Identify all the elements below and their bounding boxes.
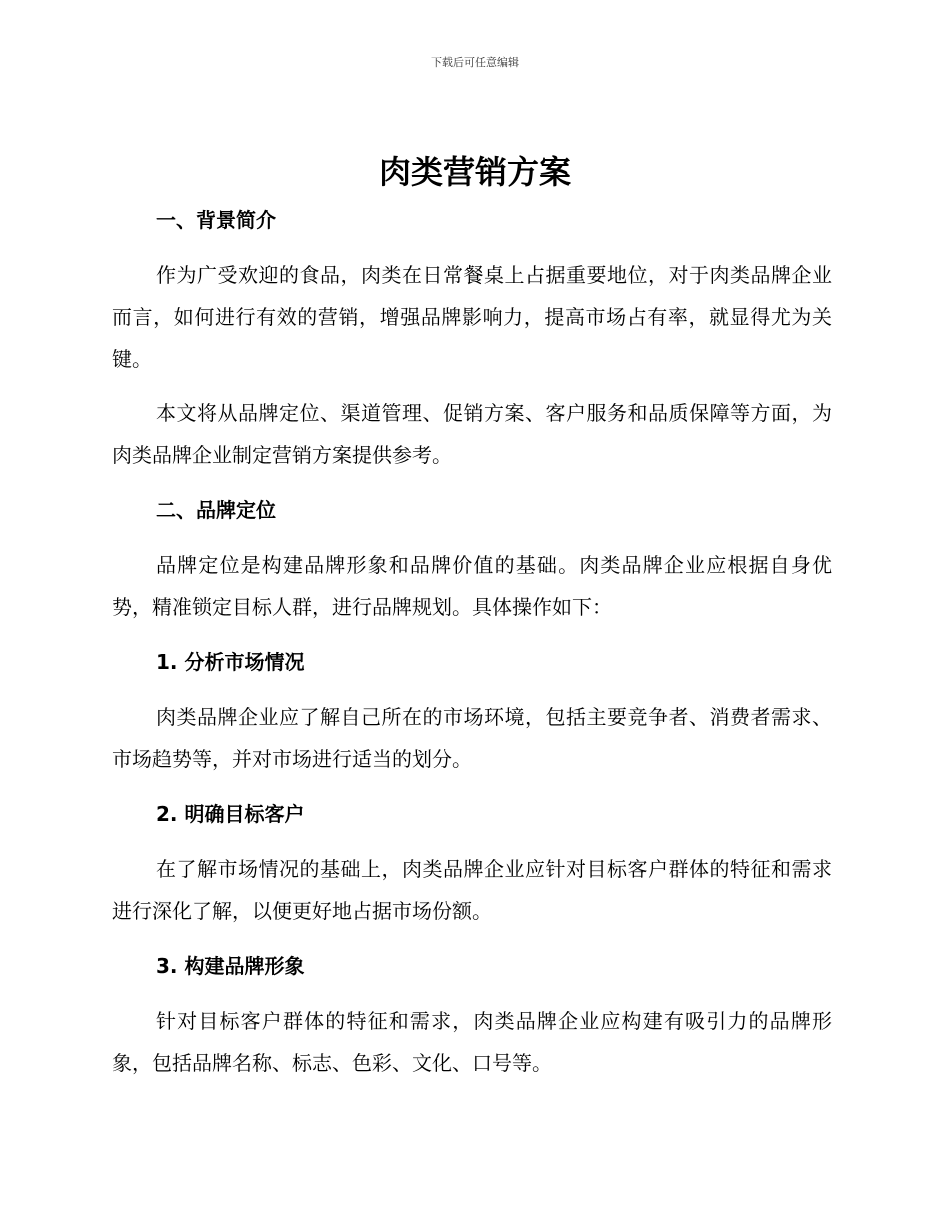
header-note: 下载后可任意编辑 (431, 56, 519, 69)
paragraph: 作为广受欢迎的食品，肉类在日常餐桌上占据重要地位，对于肉类品牌企业而言，如何进行有效的营销，增强品牌影响力，提高市场占有率，就显得尤为关键。 (112, 263, 832, 371)
subsection-heading-brand-image: 3. 构建品牌形象 (156, 954, 305, 978)
section-heading-brand-positioning: 二、品牌定位 (156, 498, 276, 522)
paragraph: 本文将从品牌定位、渠道管理、促销方案、客户服务和品质保障等方面，为肉类品牌企业制定营销方案提供参考。 (112, 401, 832, 467)
subsection-heading-target-customers: 2. 明确目标客户 (156, 802, 305, 826)
section-heading-background: 一、背景简介 (156, 208, 276, 232)
document-title: 肉类营销方案 (378, 153, 571, 191)
document-body (112, 200, 832, 1084)
subsection-heading-market-analysis: 1. 分析市场情况 (156, 650, 305, 674)
paragraph: 品牌定位是构建品牌形象和品牌价值的基础。肉类品牌企业应根据自身优势，精准锁定目标人群，进行品牌规划。具体操作如下： (112, 553, 832, 619)
paragraph: 在了解市场情况的基础上，肉类品牌企业应针对目标客户群体的特征和需求进行深化了解，以便更好地占据市场份额。 (112, 857, 832, 923)
paragraph: 肉类品牌企业应了解自己所在的市场环境，包括主要竞争者、消费者需求、市场趋势等，并对市场进行适当的划分。 (112, 705, 832, 771)
paragraph: 针对目标客户群体的特征和需求，肉类品牌企业应构建有吸引力的品牌形象，包括品牌名称、标志、色彩、文化、口号等。 (112, 1009, 832, 1075)
